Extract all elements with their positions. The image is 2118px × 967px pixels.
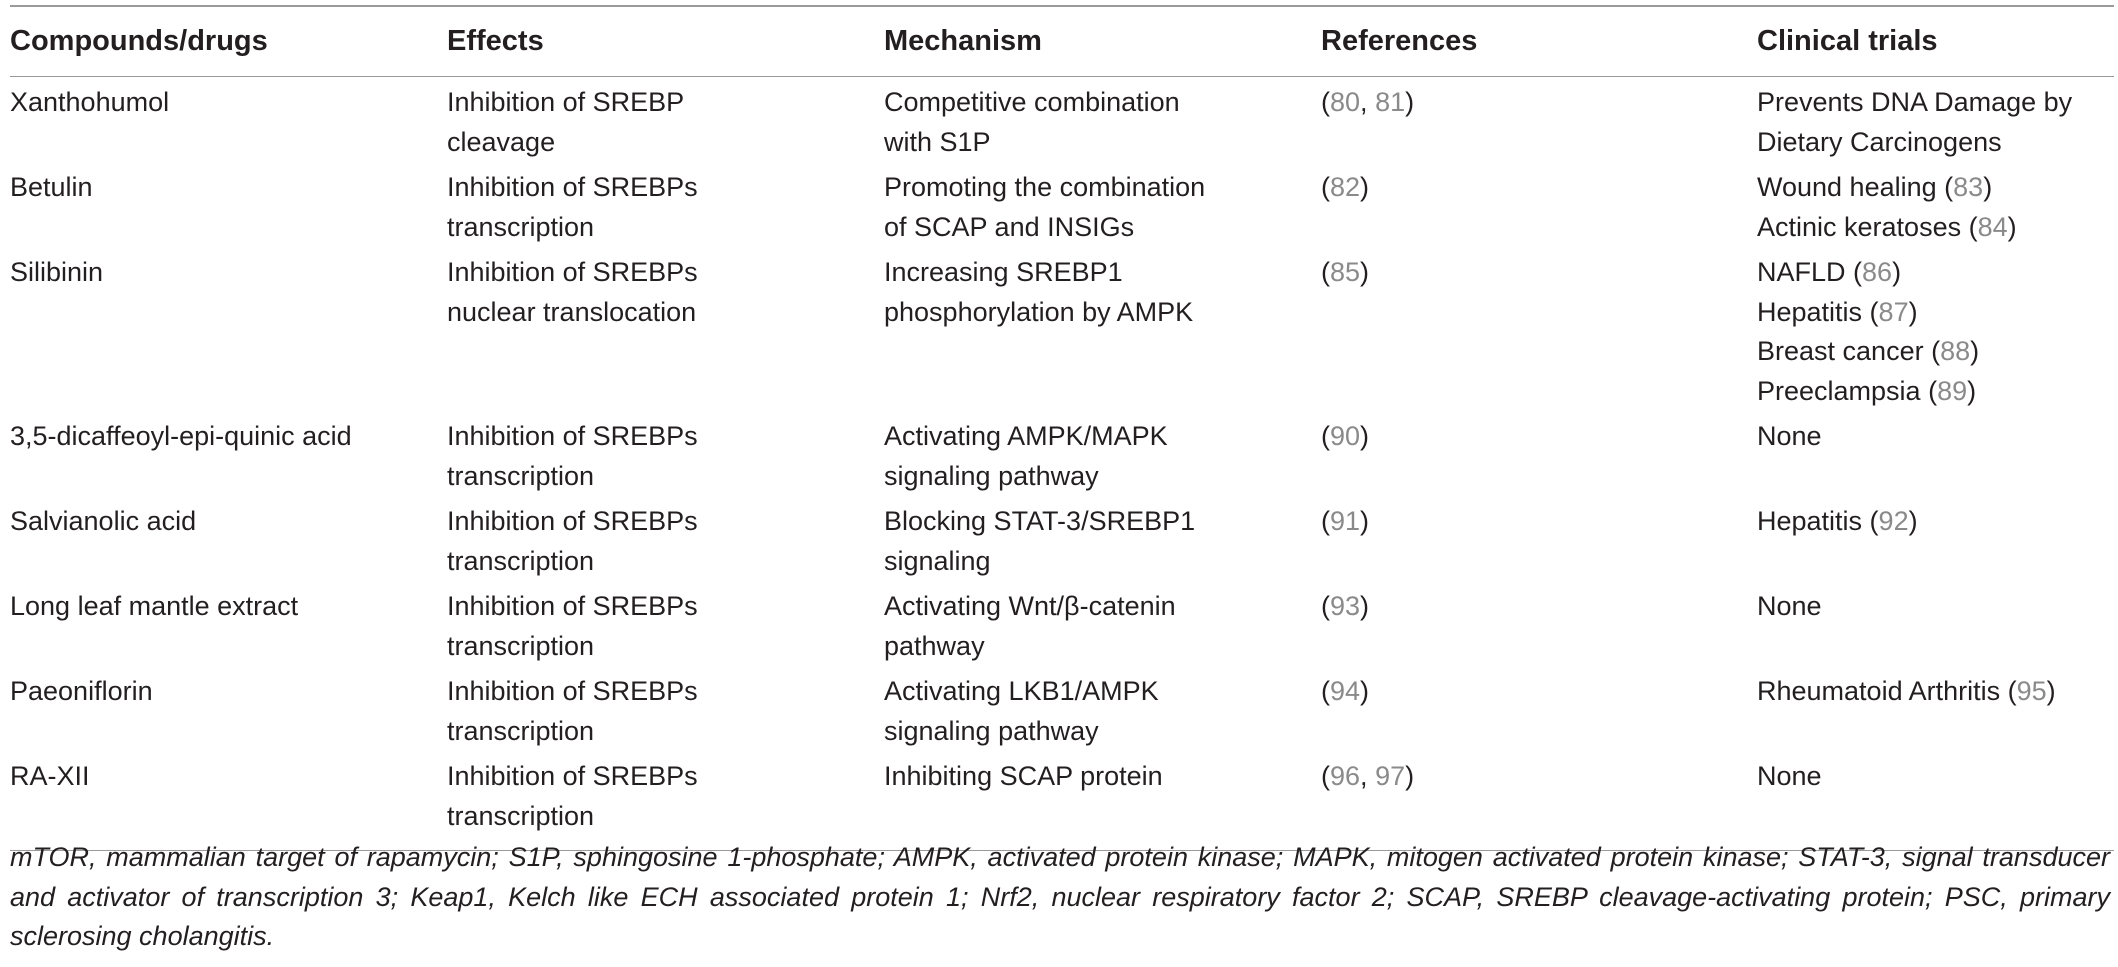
cell-references: (96, 97): [1321, 761, 1415, 791]
cell-references: (94): [1321, 676, 1370, 706]
mechanism-line: with S1P: [884, 126, 991, 157]
cell-references: (82): [1321, 172, 1370, 202]
mechanism-line: signaling pathway: [884, 715, 1099, 746]
table-row: [10, 671, 2114, 756]
effects-line: Inhibition of SREBPs: [447, 676, 698, 706]
reference-link[interactable]: 86: [1862, 257, 1893, 287]
trial-text: Rheumatoid Arthritis: [1757, 676, 2001, 706]
trial-line: [1757, 123, 2114, 163]
reference-link[interactable]: 96: [1330, 761, 1361, 791]
reference-link[interactable]: 94: [1330, 676, 1361, 706]
cell-compound: Xanthohumol: [10, 87, 170, 117]
mechanism-line: Promoting the combination: [884, 172, 1206, 202]
cell-effects: [447, 77, 884, 168]
cell-compound: Salvianolic acid: [10, 506, 197, 536]
reference-link[interactable]: 92: [1878, 506, 1909, 536]
header-effects: Effects: [447, 25, 544, 57]
table-row: [10, 252, 2114, 416]
trial-line: [1757, 587, 2114, 627]
effects-line: Inhibition of SREBPs: [447, 761, 698, 791]
effects-line: nuclear translocation: [447, 296, 697, 327]
table-row: [10, 167, 2114, 252]
trial-line: NAFLD (86): [1757, 257, 1902, 287]
cell-effects: [447, 671, 884, 756]
trial-text: None: [1757, 591, 1822, 621]
effects-line: Inhibition of SREBPs: [447, 172, 698, 202]
reference-link[interactable]: 93: [1330, 591, 1361, 621]
effects-line: transcription: [447, 630, 595, 661]
trial-text: Hepatitis: [1757, 296, 1863, 327]
trial-line: Breast cancer (88): [1757, 336, 1980, 366]
cell-mechanism: [884, 252, 1321, 416]
cell-mechanism: [884, 416, 1321, 501]
effects-line: Inhibition of SREBPs: [447, 257, 698, 287]
cell-clinical-trials: [1757, 167, 2114, 252]
effects-line: Inhibition of SREBPs: [447, 421, 698, 451]
trial-line: Actinic keratoses (84): [1757, 211, 2017, 242]
cell-compound: Silibinin: [10, 257, 104, 287]
mechanism-line: phosphorylation by AMPK: [884, 296, 1194, 327]
table-row: [10, 501, 2114, 586]
mechanism-line: Blocking STAT-3/SREBP1: [884, 506, 1196, 536]
reference-link[interactable]: 90: [1330, 421, 1361, 451]
cell-references: (90): [1321, 421, 1370, 451]
effects-line: transcription: [447, 545, 595, 576]
cell-effects: [447, 252, 884, 416]
cell-clinical-trials: [1757, 586, 2114, 671]
cell-effects: [447, 586, 884, 671]
trial-text: Prevents DNA Damage by: [1757, 87, 2073, 117]
cell-mechanism: [884, 671, 1321, 756]
reference-link[interactable]: 87: [1878, 296, 1909, 327]
table-row: [10, 77, 2114, 168]
reference-link[interactable]: 91: [1330, 506, 1361, 536]
trial-text: Actinic keratoses: [1757, 211, 1962, 242]
reference-link[interactable]: 85: [1330, 257, 1361, 287]
trial-line: Preeclampsia (89): [1757, 375, 1977, 406]
trial-text: Dietary Carcinogens: [1757, 126, 2002, 157]
mechanism-line: Increasing SREBP1: [884, 257, 1123, 287]
effects-line: transcription: [447, 211, 595, 242]
effects-line: transcription: [447, 460, 595, 491]
header-clinical-trials: Clinical trials: [1757, 25, 1938, 57]
trial-text: Wound healing: [1757, 172, 1937, 202]
reference-link[interactable]: 84: [1977, 211, 2008, 242]
mechanism-line: signaling pathway: [884, 460, 1099, 491]
cell-mechanism: [884, 167, 1321, 252]
cell-clinical-trials: [1757, 252, 2114, 416]
cell-mechanism: [884, 77, 1321, 168]
compounds-table: [10, 5, 2114, 851]
cell-clinical-trials: [1757, 416, 2114, 501]
trial-line: [1757, 417, 2114, 457]
trial-line: Hepatitis (87): [1757, 296, 1918, 327]
cell-clinical-trials: [1757, 756, 2114, 851]
cell-references: (80, 81): [1321, 87, 1415, 117]
cell-effects: [447, 501, 884, 586]
table-row: [10, 416, 2114, 501]
header-compounds: Compounds/drugs: [10, 25, 268, 57]
cell-references: (85): [1321, 257, 1370, 287]
reference-link[interactable]: 89: [1937, 375, 1968, 406]
header-references: References: [1321, 25, 1478, 57]
cell-compound: Betulin: [10, 172, 93, 202]
cell-compound: Long leaf mantle extract: [10, 591, 299, 621]
cell-effects: [447, 416, 884, 501]
cell-compound: 3,5-dicaffeoyl-epi-quinic acid: [10, 421, 352, 451]
trial-text: Hepatitis: [1757, 506, 1863, 536]
effects-line: Inhibition of SREBP: [447, 87, 685, 117]
cell-compound: Paeoniflorin: [10, 676, 153, 706]
cell-effects: [447, 756, 884, 851]
header-mechanism: Mechanism: [884, 25, 1042, 57]
cell-clinical-trials: [1757, 501, 2114, 586]
cell-effects: [447, 167, 884, 252]
reference-link[interactable]: 81: [1375, 87, 1406, 117]
trial-line: Rheumatoid Arthritis (95): [1757, 676, 2056, 706]
cell-mechanism: [884, 586, 1321, 671]
mechanism-line: of SCAP and INSIGs: [884, 211, 1135, 242]
table-footnote: mTOR, mammalian target of rapamycin; S1P, sphingosine 1-phosphate; AMPK, activated protein kinase; MAPK, mitogen activated protein kinase; STAT-3, signal transducer and activator of transcription 3; Keap1, Kelch like ECH associated protein 1; Nrf2, nuclear respiratory factor 2; SCAP, SREBP cleavage-activating protein; PSC, primary sclerosing cholangitis.: [10, 842, 2110, 951]
trial-text: NAFLD: [1757, 257, 1846, 287]
trial-text: Preeclampsia: [1757, 375, 1921, 406]
table-header-row: [10, 6, 2114, 77]
cell-clinical-trials: [1757, 77, 2114, 168]
cell-references: (91): [1321, 506, 1370, 536]
reference-link[interactable]: 82: [1330, 172, 1361, 202]
mechanism-line: Competitive combination: [884, 87, 1180, 117]
trial-text: None: [1757, 761, 1822, 791]
table-row: [10, 586, 2114, 671]
mechanism-line: signaling: [884, 545, 991, 576]
trial-text: None: [1757, 421, 1822, 451]
effects-line: Inhibition of SREBPs: [447, 506, 698, 536]
trial-line: Wound healing (83): [1757, 172, 1993, 202]
cell-references: (93): [1321, 591, 1370, 621]
effects-line: Inhibition of SREBPs: [447, 591, 698, 621]
trial-line: Hepatitis (92): [1757, 506, 1918, 536]
effects-line: cleavage: [447, 126, 556, 157]
cell-mechanism: [884, 501, 1321, 586]
reference-link[interactable]: 97: [1375, 761, 1406, 791]
cell-compound: RA-XII: [10, 761, 90, 791]
trial-text: Breast cancer: [1757, 336, 1924, 366]
cell-clinical-trials: [1757, 671, 2114, 756]
mechanism-line: Activating AMPK/MAPK: [884, 421, 1168, 451]
cell-mechanism: [884, 756, 1321, 851]
effects-line: transcription: [447, 800, 595, 831]
table-row: [10, 756, 2114, 851]
effects-line: transcription: [447, 715, 595, 746]
mechanism-line: Inhibiting SCAP protein: [884, 761, 1163, 791]
table-body: [10, 77, 2114, 851]
reference-link[interactable]: 80: [1330, 87, 1361, 117]
mechanism-line: Activating LKB1/AMPK: [884, 676, 1159, 706]
reference-link[interactable]: 83: [1953, 172, 1984, 202]
mechanism-line: Activating Wnt/β-catenin: [884, 591, 1176, 621]
reference-link[interactable]: 88: [1940, 336, 1971, 366]
trial-line: [1757, 757, 2114, 797]
trial-line: [1757, 83, 2114, 123]
mechanism-line: pathway: [884, 630, 985, 661]
reference-link[interactable]: 95: [2016, 676, 2047, 706]
